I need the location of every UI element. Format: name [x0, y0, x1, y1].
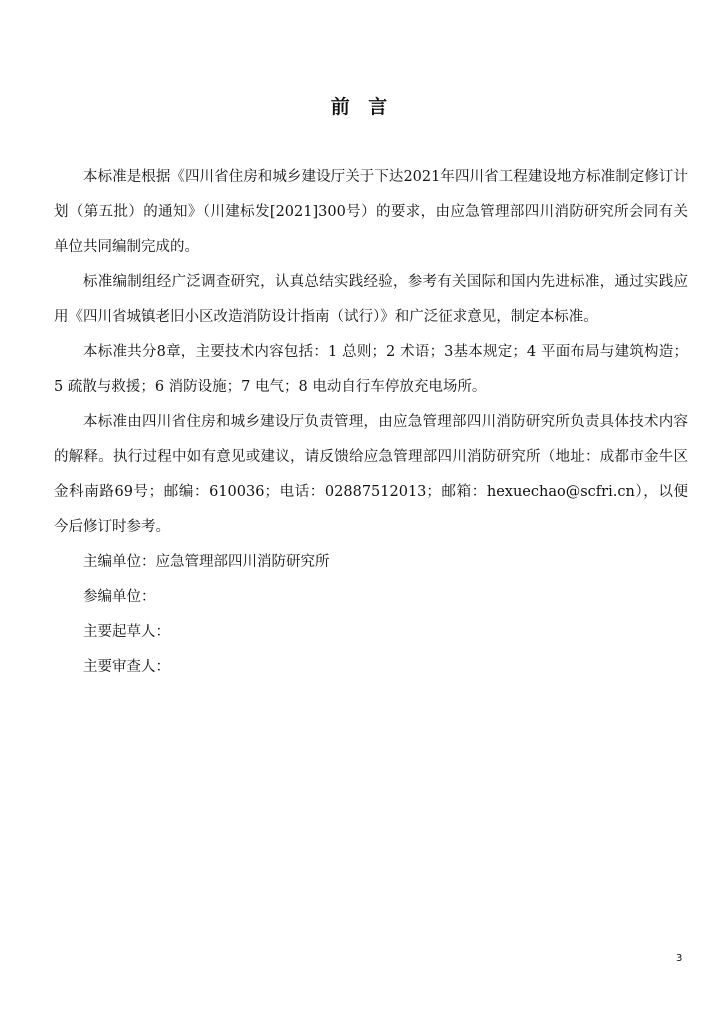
- main-reviewers: 主要审查人：: [83, 659, 170, 675]
- participating-units: 参编单位：: [83, 589, 156, 605]
- paragraph-basis: 本标准是根据《四川省住房和城乡建设厅关于下达2021年四川省工程建设地方标准制定修订计划（第五批）的通知》（川建标发[2021]300号）的要求，由应急管理部四川消防研究所会同有关单位共同编制完成的。: [54, 169, 688, 255]
- page-title: 前 言: [330, 96, 394, 118]
- paragraph-management: 本标准由四川省住房和城乡建设厅负责管理，由应急管理部四川消防研究所负责具体技术内容的解释。执行过程中如有意见或建议，请反馈给应急管理部四川消防研究所（地址：成都市金牛区金科南路69号；邮编：610036；电话：02887512013；邮箱：hexuechao@scfri.cn），以便今后修订时参考。: [54, 414, 688, 535]
- preface-body: [54, 160, 688, 685]
- page-number: 3: [676, 953, 683, 964]
- chief-editor-unit: 主编单位：应急管理部四川消防研究所: [83, 554, 330, 570]
- paragraph-contents: 本标准共分8章，主要技术内容包括：1 总则；2 术语；3基本规定；4 平面布局与建筑构造；5 疏散与救援；6 消防设施；7 电气；8 电动自行车停放充电场所。: [54, 344, 688, 395]
- paragraph-preparation: 标准编制组经广泛调查研究，认真总结实践经验，参考有关国际和国内先进标准，通过实践应用《四川省城镇老旧小区改造消防设计指南（试行）》和广泛征求意见，制定本标准。: [54, 274, 688, 325]
- main-drafters: 主要起草人：: [83, 624, 170, 640]
